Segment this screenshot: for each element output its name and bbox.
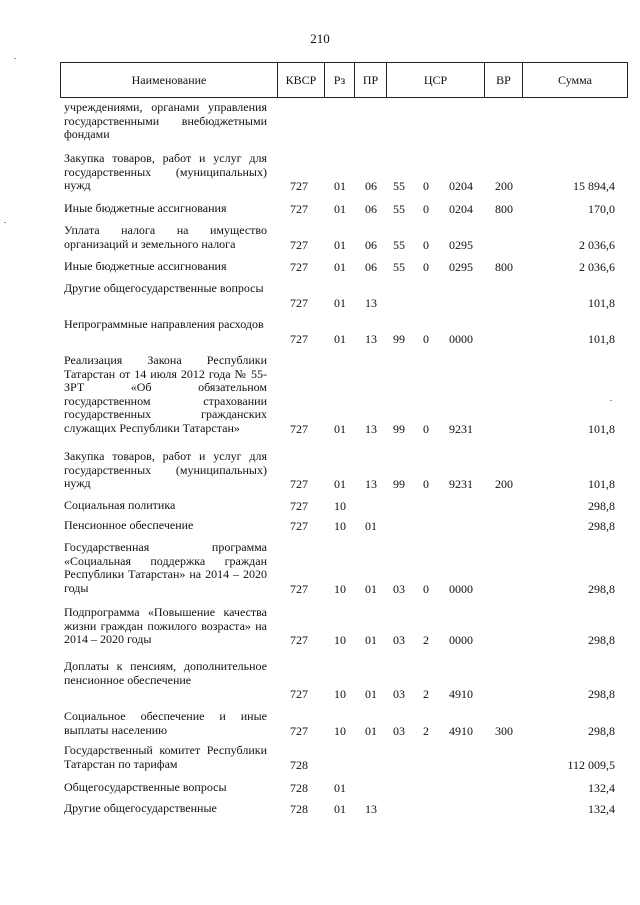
pr-cell: 06 [365, 260, 377, 274]
csr-program-cell: 55 [393, 202, 405, 216]
kvsr-cell: 727 [290, 519, 308, 533]
csr-direction-cell: 4910 [449, 723, 473, 738]
pr-cell: 13 [365, 331, 377, 346]
csr-subprogram-cell: 0 [423, 202, 429, 216]
pr-cell: 06 [365, 202, 377, 216]
sum-cell: 132,4 [588, 802, 615, 816]
rz-cell: 01 [334, 237, 346, 252]
kvsr-cell: 727 [290, 633, 308, 647]
sum-cell: 101,8 [588, 421, 615, 436]
csr-direction-cell: 4910 [449, 687, 473, 701]
row-name: Подпрограмма «Повышение качества жизни граждан пожилого возраста» на 2014 – 2020 годы [64, 605, 267, 646]
sum-cell: 101,8 [588, 295, 615, 310]
vr-cell: 200 [495, 477, 513, 491]
row-name: Закупка товаров, работ и услуг для государственных (муниципальных) нужд [64, 449, 267, 490]
rz-cell: 10 [334, 499, 346, 513]
csr-program-cell: 55 [393, 179, 405, 193]
kvsr-cell: 727 [290, 421, 308, 436]
row-name: Другие общегосударственные [64, 801, 217, 815]
sum-cell: 132,4 [588, 781, 615, 795]
pr-cell: 13 [365, 421, 377, 436]
pr-cell: 01 [365, 633, 377, 647]
csr-subprogram-cell: 0 [423, 477, 429, 491]
csr-direction-cell: 0204 [449, 202, 473, 216]
row-name: Уплата налога на имущество организаций и земельного налога [64, 223, 267, 251]
pr-cell: 13 [365, 802, 377, 816]
kvsr-cell: 727 [290, 237, 308, 252]
vr-cell: 200 [495, 179, 513, 193]
vr-cell: 300 [495, 723, 513, 738]
scan-speck [14, 58, 16, 59]
csr-direction-cell: 9231 [449, 421, 473, 436]
row-name: Непрограммные направления расходов [64, 317, 264, 331]
rz-cell: 01 [334, 260, 346, 274]
header-vr: ВР [485, 62, 523, 98]
pr-cell: 06 [365, 237, 377, 252]
scan-speck [4, 222, 6, 223]
sum-cell: 298,8 [588, 499, 615, 513]
row-name: Общегосударственные вопросы [64, 780, 227, 794]
csr-program-cell: 99 [393, 331, 405, 346]
pr-cell: 06 [365, 179, 377, 193]
header-name: Наименование [60, 62, 278, 98]
rz-cell: 10 [334, 581, 346, 596]
row-name: Государственный комитет Республики Татарстан по тарифам [64, 743, 267, 771]
csr-program-cell: 03 [393, 723, 405, 738]
csr-program-cell: 55 [393, 260, 405, 274]
rz-cell: 01 [334, 202, 346, 216]
kvsr-cell: 727 [290, 202, 308, 216]
kvsr-cell: 727 [290, 477, 308, 491]
sum-cell: 298,8 [588, 687, 615, 701]
header-pr: ПР [355, 62, 387, 98]
header-sum: Сумма [523, 62, 628, 98]
kvsr-cell: 727 [290, 295, 308, 310]
csr-direction-cell: 9231 [449, 477, 473, 491]
sum-cell: 15 894,4 [573, 179, 615, 193]
csr-direction-cell: 0000 [449, 331, 473, 346]
pr-cell: 01 [365, 519, 377, 533]
row-name: Социальная политика [64, 498, 176, 512]
kvsr-cell: 727 [290, 581, 308, 596]
rz-cell: 10 [334, 633, 346, 647]
vr-cell: 800 [495, 260, 513, 274]
header-csr: ЦСР [387, 62, 485, 98]
csr-subprogram-cell: 2 [423, 723, 429, 738]
pr-cell: 01 [365, 687, 377, 701]
rz-cell: 01 [334, 295, 346, 310]
sum-cell: 112 009,5 [567, 757, 615, 772]
header-rz: Рз [325, 62, 355, 98]
vr-cell: 800 [495, 202, 513, 216]
kvsr-cell: 728 [290, 757, 308, 772]
scan-speck [610, 400, 612, 401]
csr-subprogram-cell: 2 [423, 687, 429, 701]
rz-cell: 01 [334, 331, 346, 346]
csr-program-cell: 03 [393, 687, 405, 701]
csr-subprogram-cell: 0 [423, 237, 429, 252]
csr-subprogram-cell: 0 [423, 179, 429, 193]
csr-program-cell: 03 [393, 581, 405, 596]
kvsr-cell: 727 [290, 499, 308, 513]
kvsr-cell: 727 [290, 179, 308, 193]
row-name: учреждениями, органами управления государственными внебюджетными фондами [64, 100, 267, 141]
sum-cell: 298,8 [588, 633, 615, 647]
row-name: Государственная программа «Социальная поддержка граждан Республики Татарстан» на 2014 – 2020 годы [64, 540, 267, 595]
csr-direction-cell: 0295 [449, 260, 473, 274]
rz-cell: 01 [334, 802, 346, 816]
sum-cell: 101,8 [588, 331, 615, 346]
row-name: Реализация Закона Республики Татарстан от 14 июля 2012 года № 55-ЗРТ «Об обязательном государственном страховании государственных гражданских служащих Республики Татарстан» [64, 353, 267, 435]
kvsr-cell: 728 [290, 781, 308, 795]
csr-subprogram-cell: 0 [423, 581, 429, 596]
sum-cell: 2 036,6 [579, 260, 615, 274]
page-number: 210 [310, 31, 330, 46]
rz-cell: 01 [334, 179, 346, 193]
kvsr-cell: 727 [290, 331, 308, 346]
header-kvsr: КВСР [278, 62, 325, 98]
sum-cell: 298,8 [588, 723, 615, 738]
sum-cell: 101,8 [588, 477, 615, 491]
csr-direction-cell: 0204 [449, 179, 473, 193]
kvsr-cell: 728 [290, 802, 308, 816]
sum-cell: 298,8 [588, 519, 615, 533]
csr-subprogram-cell: 0 [423, 331, 429, 346]
csr-program-cell: 99 [393, 421, 405, 436]
rz-cell: 01 [334, 781, 346, 795]
pr-cell: 13 [365, 477, 377, 491]
csr-direction-cell: 0000 [449, 581, 473, 596]
sum-cell: 170,0 [588, 202, 615, 216]
sum-cell: 2 036,6 [579, 237, 615, 252]
pr-cell: 13 [365, 295, 377, 310]
pr-cell: 01 [365, 581, 377, 596]
row-name: Иные бюджетные ассигнования [64, 259, 227, 273]
csr-program-cell: 03 [393, 633, 405, 647]
csr-subprogram-cell: 0 [423, 260, 429, 274]
row-name: Другие общегосударственные вопросы [64, 281, 264, 295]
csr-program-cell: 55 [393, 237, 405, 252]
csr-direction-cell: 0295 [449, 237, 473, 252]
csr-subprogram-cell: 0 [423, 421, 429, 436]
rz-cell: 10 [334, 687, 346, 701]
rz-cell: 01 [334, 477, 346, 491]
row-name: Иные бюджетные ассигнования [64, 201, 227, 215]
row-name: Пенсионное обеспечение [64, 518, 194, 532]
row-name: Доплаты к пенсиям, дополнительное пенсионное обеспечение [64, 659, 267, 687]
rz-cell: 10 [334, 723, 346, 738]
rz-cell: 01 [334, 421, 346, 436]
rz-cell: 10 [334, 519, 346, 533]
csr-direction-cell: 0000 [449, 633, 473, 647]
kvsr-cell: 727 [290, 260, 308, 274]
pr-cell: 01 [365, 723, 377, 738]
csr-program-cell: 99 [393, 477, 405, 491]
csr-subprogram-cell: 2 [423, 633, 429, 647]
row-name: Социальное обеспечение и иные выплаты населению [64, 709, 267, 737]
sum-cell: 298,8 [588, 581, 615, 596]
row-name: Закупка товаров, работ и услуг для государственных (муниципальных) нужд [64, 151, 267, 192]
kvsr-cell: 727 [290, 723, 308, 738]
kvsr-cell: 727 [290, 687, 308, 701]
